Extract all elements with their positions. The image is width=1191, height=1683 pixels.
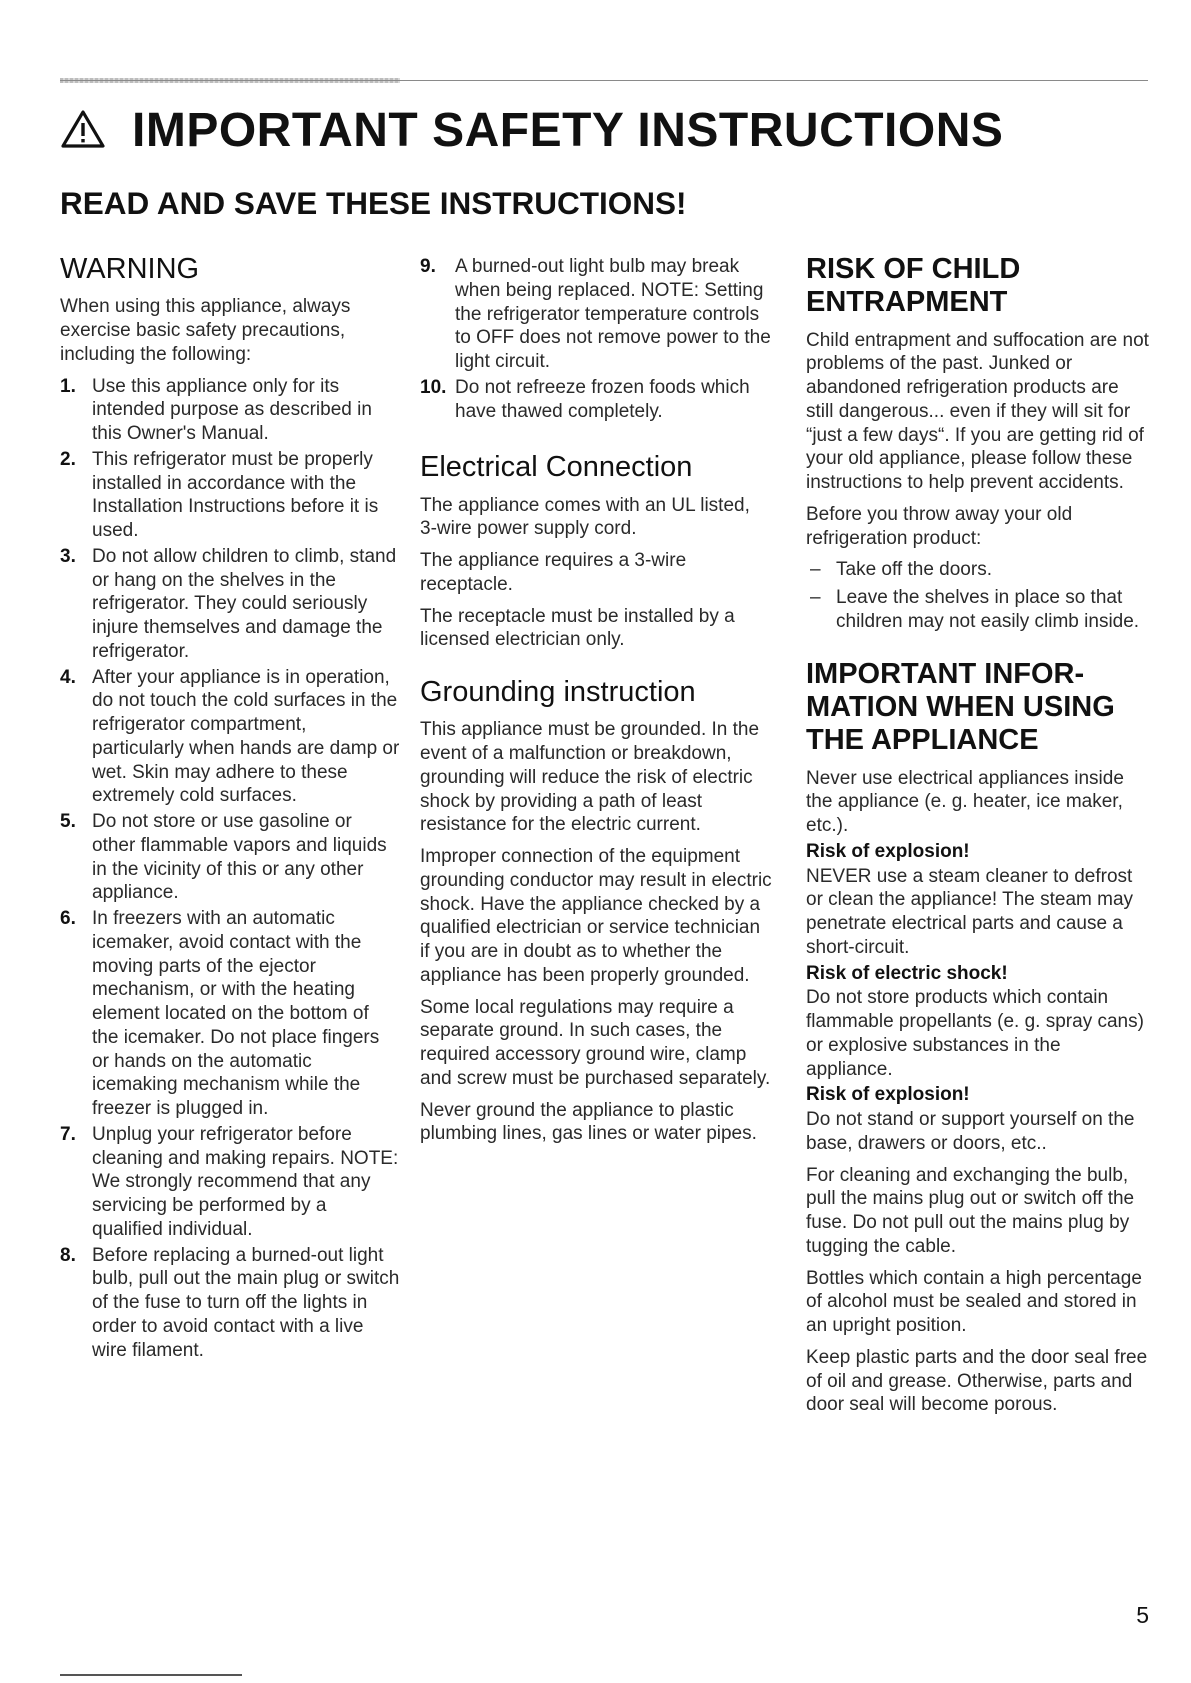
column-left [60, 253, 400, 1364]
list-item [420, 255, 772, 374]
column-middle [420, 255, 772, 1154]
important-info-heading [806, 658, 1151, 758]
heading-line: MATION WHEN USING [806, 691, 1115, 724]
grounding-paragraph: This appliance must be grounded. In the event of a malfunction or breakdown, grounding will reduce the risk of electric shock by providing a path of least resistance for the electric current. [420, 719, 760, 836]
list-item [60, 666, 400, 809]
electrical-paragraph: The receptacle must be installed by a licensed electrician only. [420, 605, 735, 651]
risk-explosion-label: Risk of explosion! [806, 840, 970, 862]
page-title-text: IMPORTANT SAFETY INSTRUCTIONS [132, 104, 1004, 157]
item-text: A burned-out light bulb may break when being replaced. NOTE: Setting the refrigerator temperature controls to OFF does not remove power to the light circuit. [455, 256, 771, 372]
warning-list [60, 375, 400, 1363]
info-paragraph: Never use electrical appliances inside the appliance (e. g. heater, ice maker, etc.). [806, 767, 1124, 837]
grounding-heading: Grounding instruction [420, 676, 696, 709]
item-number: 4. [60, 666, 76, 688]
grounding-paragraph: Improper connection of the equipment grounding conductor may result in electric shock. Have the appliance checked by a qualified electrician or service technician if you are in doubt as to whether the appliance has been properly grounded. [420, 846, 772, 986]
child-entrapment-heading [806, 253, 1151, 320]
info-paragraph: NEVER use a steam cleaner to defrost or clean the appliance! The steam may penetrate electrical parts and cause a short-circuit. [806, 865, 1134, 958]
item-number: 7. [60, 1123, 76, 1145]
page-title [60, 103, 1003, 158]
item-text: In freezers with an automatic icemaker, avoid contact with the moving parts of the ejector mechanism, or with the heating element located on the bottom of the icemaker. Do not place fingers or hands on the automatic icemaking mechanism while the freezer is plugged in. [92, 908, 380, 1120]
list-item [60, 448, 400, 543]
dash-bullet: – [810, 559, 821, 581]
item-text: Take off the doors. [836, 559, 992, 581]
dash-bullet: – [810, 587, 821, 609]
electrical-heading: Electrical Connection [420, 451, 693, 484]
info-paragraph: For cleaning and exchanging the bulb, pull the mains plug out or switch off the fuse. Do not pull out the mains plug by tugging the cable. [806, 1164, 1135, 1257]
list-item [60, 545, 400, 664]
child-paragraph: Before you throw away your old refrigeration product: [806, 503, 1073, 549]
item-text: Do not allow children to climb, stand or hang on the shelves in the refrigerator. They could seriously injure themselves and damage the refrigerator. [92, 545, 397, 662]
list-item [806, 558, 1151, 582]
warning-triangle-icon [60, 103, 106, 158]
info-paragraph: Bottles which contain a high percentage of alcohol must be sealed and stored in an upright position. [806, 1267, 1142, 1337]
grounding-paragraph: Some local regulations may require a separate ground. In such cases, the required accessory ground wire, clamp and screw must be purchased separately. [420, 996, 771, 1089]
item-text: Leave the shelves in place so that children may not easily climb inside. [836, 587, 1140, 632]
warning-list-continued [420, 255, 772, 423]
list-item [60, 1123, 400, 1242]
item-number: 2. [60, 448, 76, 470]
page-number: 5 [1136, 1602, 1149, 1628]
item-number: 5. [60, 811, 76, 833]
info-paragraph: Do not store products which contain flammable propellants (e. g. spray cans) or explosive substances in the appliance. [806, 987, 1144, 1080]
item-text: Do not store or use gasoline or other flammable vapors and liquids in the vicinity of this or any other appliance. [92, 811, 387, 904]
heading-line: RISK OF CHILD [806, 253, 1021, 285]
page-subtitle: READ AND SAVE THESE INSTRUCTIONS! [60, 185, 687, 221]
list-item [420, 376, 772, 424]
footer-rule [60, 1674, 242, 1676]
list-item [806, 586, 1151, 634]
risk-electric-shock-label: Risk of electric shock! [806, 962, 1008, 984]
item-text: After your appliance is in operation, do not touch the cold surfaces in the refrigerator compartment, particularly when hands are damp or wet. Skin may adhere to these extremely cold surfaces. [92, 666, 400, 807]
item-number: 10. [420, 376, 447, 398]
heading-line: ENTRAPMENT [806, 286, 1008, 319]
warning-intro: When using this appliance, always exercise basic safety precautions, including the following: [60, 296, 351, 365]
item-text: Unplug your refrigerator before cleaning and making repairs. NOTE: We strongly recommend that any servicing be performed by a qualified individual. [92, 1123, 399, 1240]
list-item [60, 1244, 400, 1363]
item-text: Before replacing a burned-out light bulb, pull out the main plug or switch of the fuse to turn off the lights in order to avoid contact with a live wire filament. [92, 1244, 400, 1361]
item-number: 8. [60, 1244, 76, 1266]
item-number: 9. [420, 256, 436, 277]
item-number: 6. [60, 908, 76, 930]
child-paragraph: Child entrapment and suffocation are not problems of the past. Junked or abandoned refrigeration products are still dangerous... even if they will sit for “just a few days“. If you are getting rid of your old appliance, please follow these instructions to help prevent accidents. [806, 329, 1149, 494]
warning-heading: WARNING [60, 253, 200, 285]
list-item [60, 810, 400, 905]
risk-explosion-label: Risk of explosion! [806, 1084, 970, 1106]
info-paragraph: Keep plastic parts and the door seal free of oil and grease. Otherwise, parts and door seal will become porous. [806, 1346, 1148, 1416]
heading-line: THE APPLIANCE [806, 724, 1039, 757]
column-right [806, 253, 1151, 1425]
item-text: Do not refreeze frozen foods which have thawed completely. [455, 376, 750, 422]
item-number: 1. [60, 375, 76, 397]
item-number: 3. [60, 545, 76, 567]
child-list [806, 558, 1151, 633]
info-paragraph: Do not stand or support yourself on the base, drawers or doors, etc.. [806, 1109, 1135, 1154]
list-item [60, 375, 400, 446]
item-text: Use this appliance only for its intended purpose as described in this Owner's Manual. [92, 375, 372, 445]
grounding-paragraph: Never ground the appliance to plastic plumbing lines, gas lines or water pipes. [420, 1099, 757, 1145]
electrical-paragraph: The appliance comes with an UL listed, 3-wire power supply cord. [420, 494, 750, 540]
heading-line: IMPORTANT INFOR- [806, 657, 1085, 690]
header-rule [60, 80, 1148, 81]
list-item [60, 907, 400, 1121]
item-text: This refrigerator must be properly installed in accordance with the Installation Instructions before it is used. [92, 448, 379, 542]
electrical-paragraph: The appliance requires a 3-wire receptacle. [420, 550, 687, 595]
